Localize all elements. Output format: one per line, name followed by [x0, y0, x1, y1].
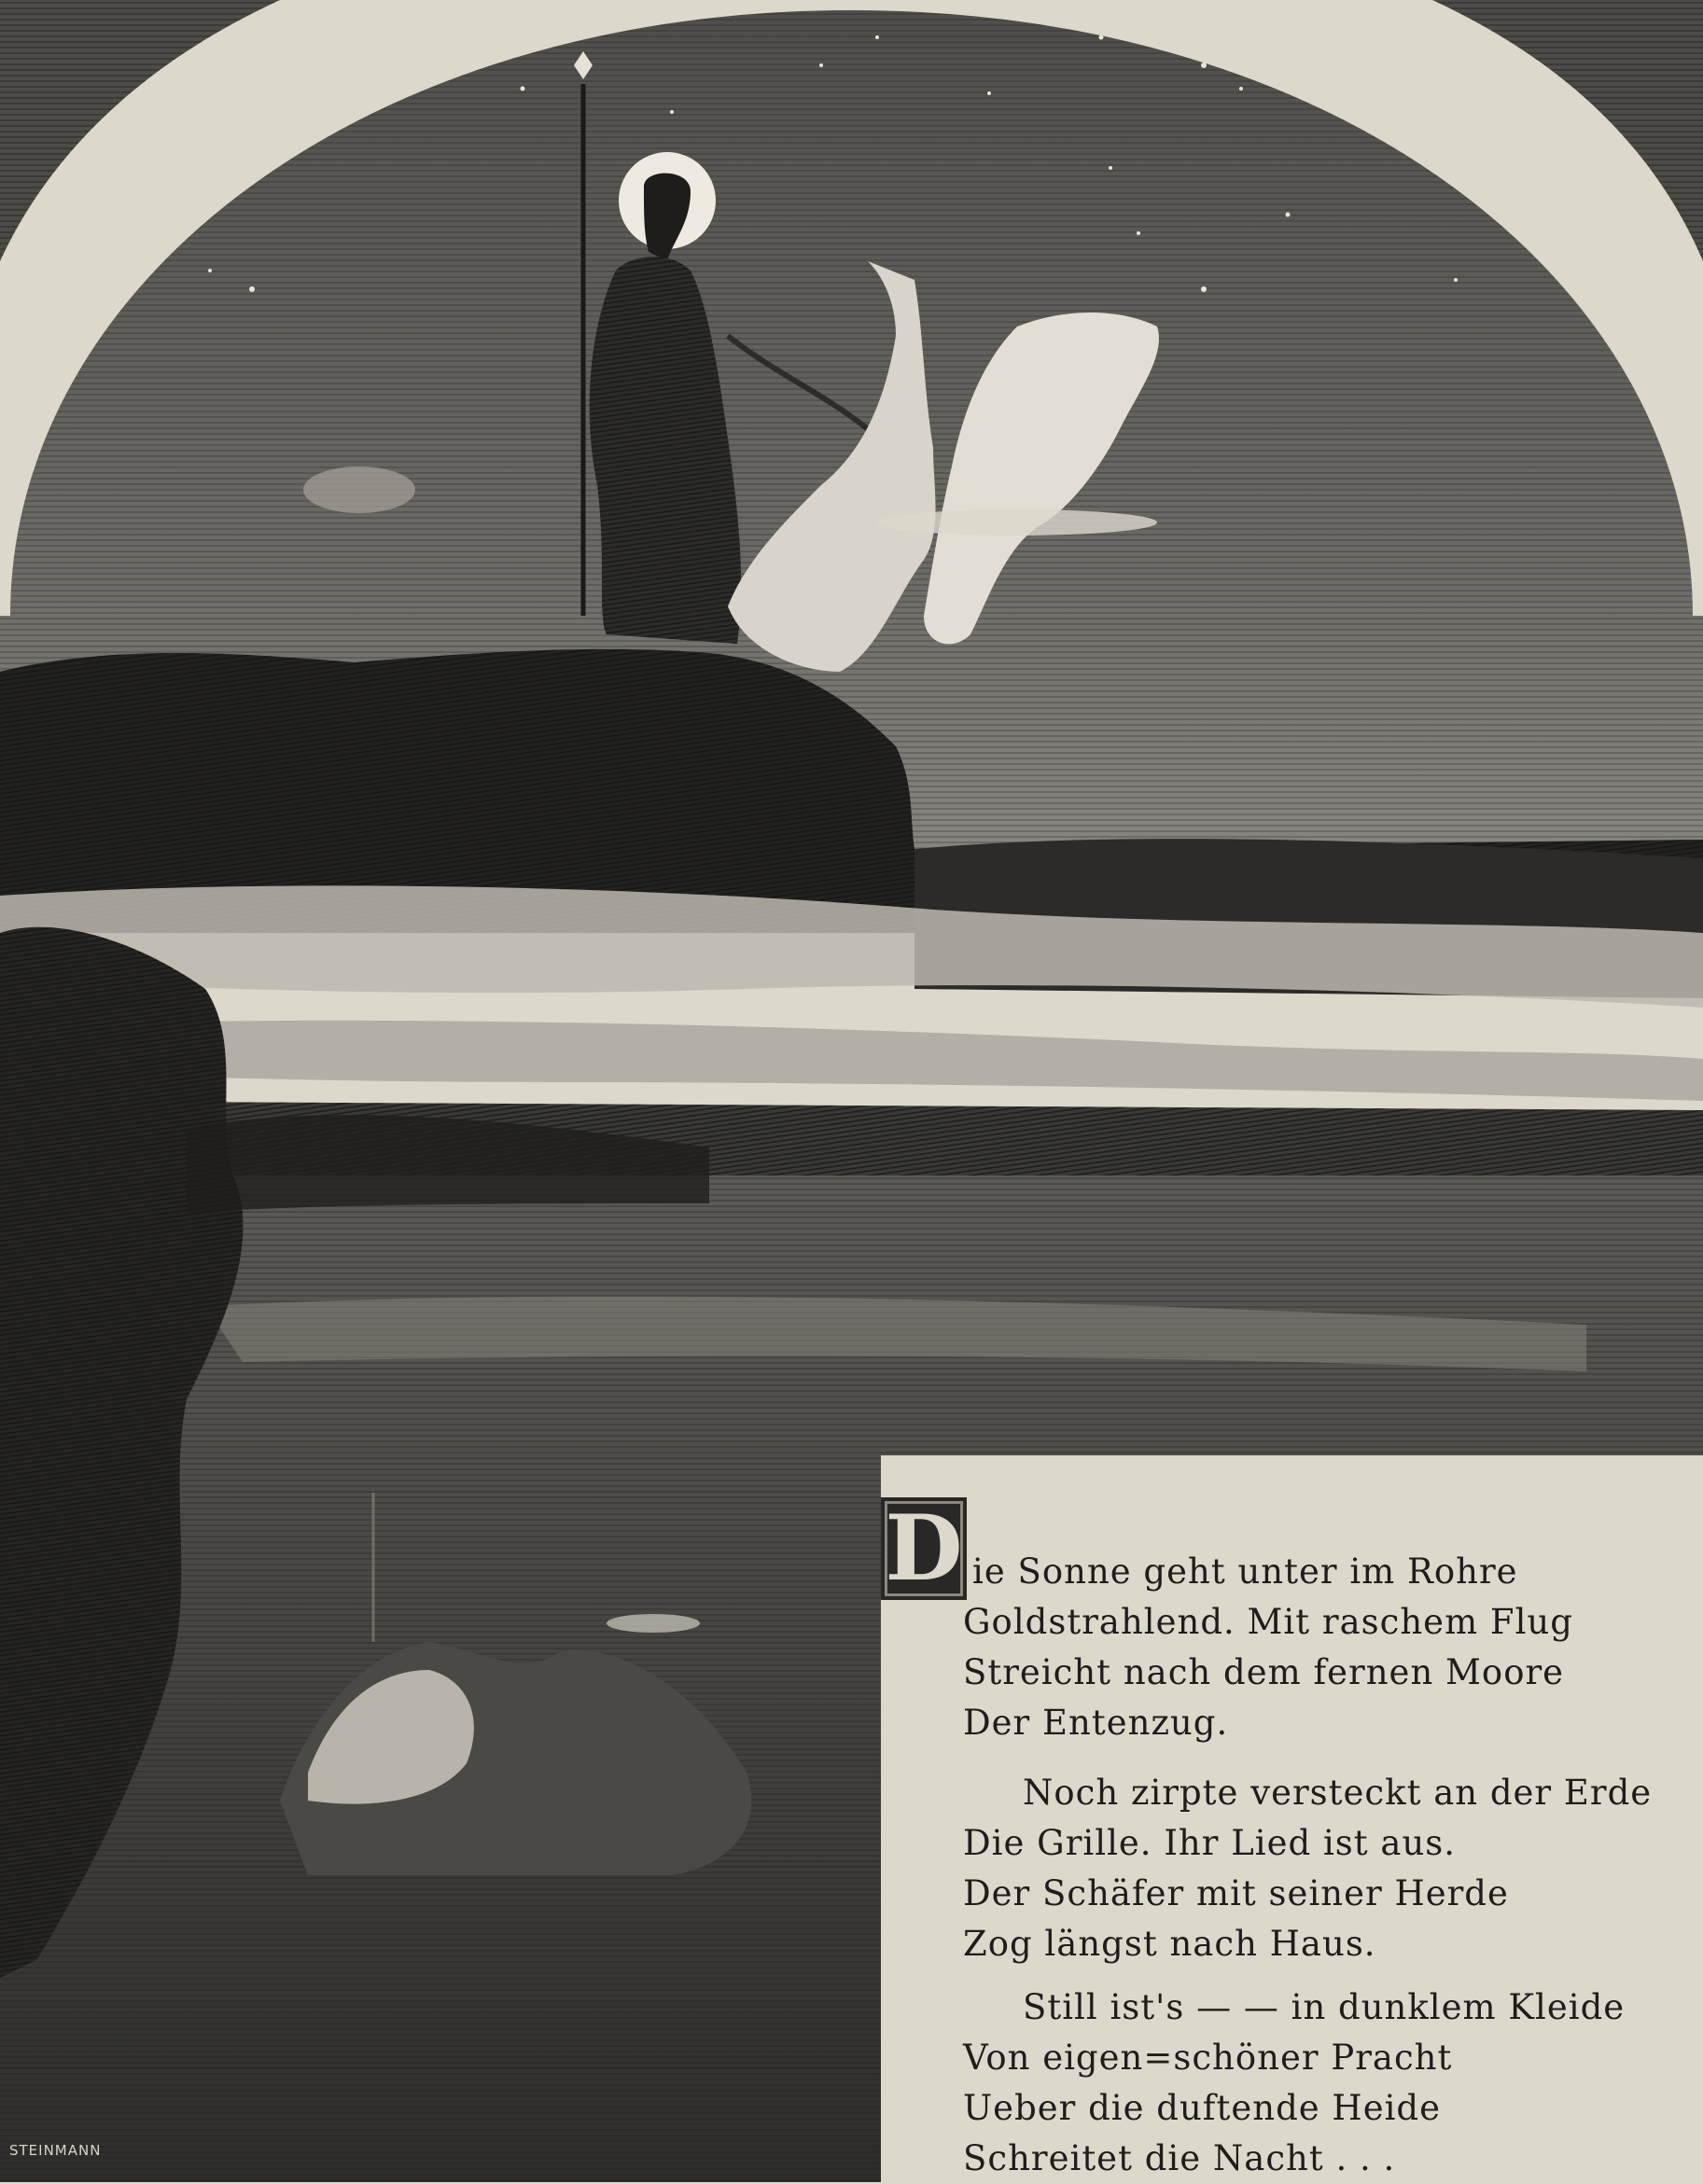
poem-line: ie Sonne geht unter im Rohre — [972, 1551, 1518, 1592]
poem-line: Noch zirpte versteckt an der Erde — [1023, 1773, 1653, 1813]
stanza-3 — [963, 1982, 1625, 2184]
poem-line: Der Schäfer mit seiner Herde — [963, 1873, 1509, 1913]
poem-line: Streicht nach dem fernen Moore — [963, 1652, 1565, 1692]
drop-cap: D — [881, 1497, 967, 1600]
poem-line: Ueber die duftende Heide — [963, 2088, 1442, 2128]
poem-line: Von eigen=schöner Pracht — [963, 2038, 1453, 2078]
stanza-2 — [963, 1768, 1652, 1969]
poem-line: Zog längst nach Haus. — [963, 1924, 1376, 1964]
poem-line: Der Entenzug. — [963, 1703, 1229, 1743]
poem-line: Goldstrahlend. Mit raschem Flug — [963, 1602, 1573, 1642]
poem-line: Still ist's — — in dunklem Kleide — [1023, 1987, 1626, 2027]
poem-line: Schreitet die Nacht . . . — [963, 2138, 1396, 2178]
poem-line: Die Grille. Ihr Lied ist aus. — [963, 1823, 1457, 1863]
poem-text — [881, 1479, 1683, 2178]
stanza-1 — [963, 1547, 1573, 1748]
engraver-signature: STEINMANN — [9, 2142, 102, 2159]
